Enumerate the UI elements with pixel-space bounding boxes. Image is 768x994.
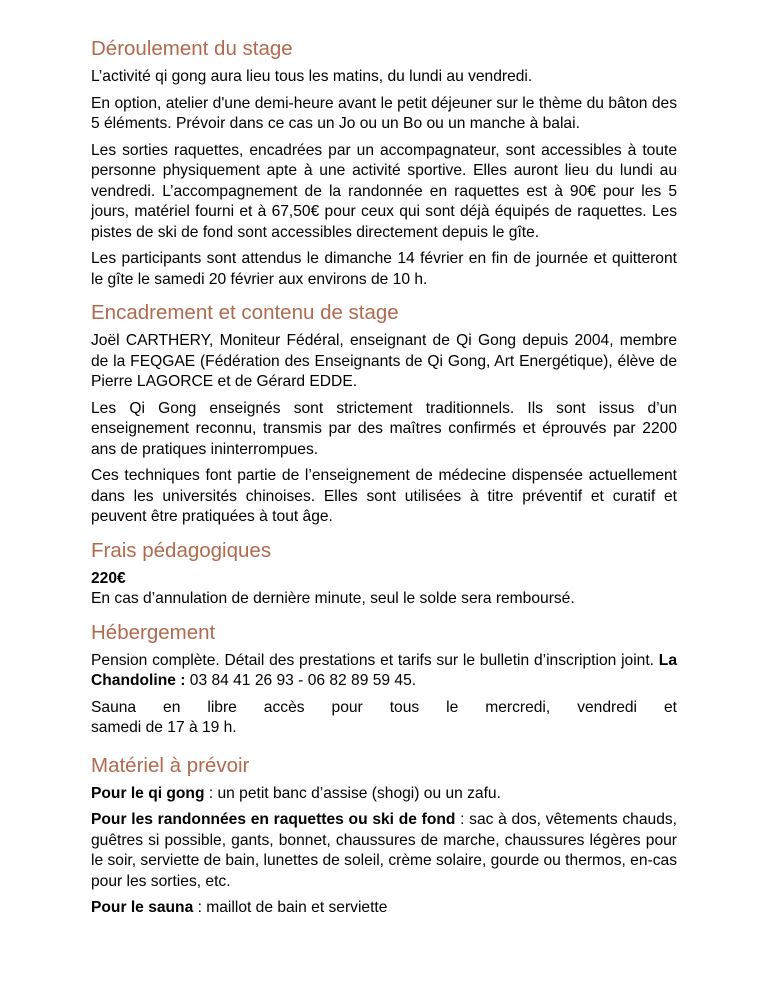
section-title: Hébergement <box>91 620 216 644</box>
sauna-text: : maillot de bain et serviette <box>193 899 388 916</box>
section-title: Matériel à prévoir <box>91 753 250 777</box>
sauna-label: Pour le sauna <box>91 899 194 916</box>
rando-text: : sac à dos, vêtements chauds, guêtres si possible, gants, bonnet, chaussures de marche, chaussures légères pour le soir, serviette de bain, lunettes de soleil, crème solaire, gourde ou thermos, en-cas pour les sorties, etc. <box>91 811 677 890</box>
qigong-label: Pour le qi gong <box>91 784 205 802</box>
paragraph: Les participants sont attendus le dimanche 14 février en fin de journée et quitteront le gîte le samedi 20 février aux environs de 10 h. <box>91 250 677 288</box>
section-title: Déroulement du stage <box>91 37 293 60</box>
section-hebergement <box>91 620 677 739</box>
paragraph <box>91 784 677 805</box>
paragraph: Ces techniques font partie de l’enseignement de médecine dispensée actuellement dans les universités chinoises. Elles sont utilisées à titre préventif et curatif et peuvent être pratiquées à tout âge. <box>91 467 677 525</box>
paragraph: Les Qi Gong enseignés sont strictement traditionnels. Ils sont issus d’un enseignement reconnu, transmis par des maîtres confirmés et éprouvés par 2200 ans de pratiques ininterrompues. <box>91 399 677 458</box>
paragraph: Joël CARTHERY, Moniteur Fédéral, enseignant de Qi Gong depuis 2004, membre de la FEQGAE (Fédération des Enseignants de Qi Gong, Art Energétique), élève de Pierre LAGORCE et de Gérard EDDE. <box>91 332 677 390</box>
lodging-text: Pension complète. Détail des prestations et tarifs sur le bulletin d’inscription joint. <box>91 651 655 669</box>
lodging-name: La Chandoline : <box>91 651 677 689</box>
cancellation-note: En cas d’annulation de dernière minute, seul le solde sera remboursé. <box>91 590 575 607</box>
sauna-line-2: samedi de 17 à 19 h. <box>91 719 237 736</box>
paragraph <box>91 898 677 919</box>
section-title: Encadrement et contenu de stage <box>91 301 399 324</box>
paragraph <box>91 698 677 739</box>
paragraph: L’activité qi gong aura lieu tous les matins, du lundi au vendredi. <box>91 68 533 85</box>
price: 220€ <box>91 569 126 587</box>
paragraph: En option, atelier d'une demi-heure avant le petit déjeuner sur le thème du bâton des 5 éléments. Prévoir dans ce cas un Jo ou un Bo ou un manche à balai. <box>91 94 677 132</box>
sauna-line-1: Sauna en libre accès pour tous le mercredi, vendredi et <box>91 698 677 716</box>
section-encadrement <box>91 300 677 528</box>
paragraph <box>91 651 677 692</box>
paragraph <box>91 569 677 610</box>
rando-label: Pour les randonnées en raquettes ou ski de fond <box>91 811 456 828</box>
qigong-text: : un petit banc d’assise (shogi) ou un zafu. <box>204 784 501 802</box>
document-page <box>91 36 677 929</box>
section-frais <box>91 538 677 610</box>
section-title: Frais pédagogiques <box>91 538 272 562</box>
lodging-phone: 03 84 41 26 93 - 06 82 89 59 45. <box>189 672 417 689</box>
section-materiel <box>91 753 677 919</box>
section-deroulement <box>91 36 677 290</box>
paragraph <box>91 810 677 892</box>
paragraph: Les sorties raquettes, encadrées par un accompagnateur, sont accessibles à toute personne physiquement apte à une activité sportive. Elles auront lieu du lundi au vendredi. L’accompagnement de la randonnée en raquettes est à 90€ pour les 5 jours, matériel fourni et à 67,50€ pour ceux qui sont déjà équipés de raquettes. Les pistes de ski de fond sont accessibles directement depuis le gîte. <box>91 141 677 241</box>
